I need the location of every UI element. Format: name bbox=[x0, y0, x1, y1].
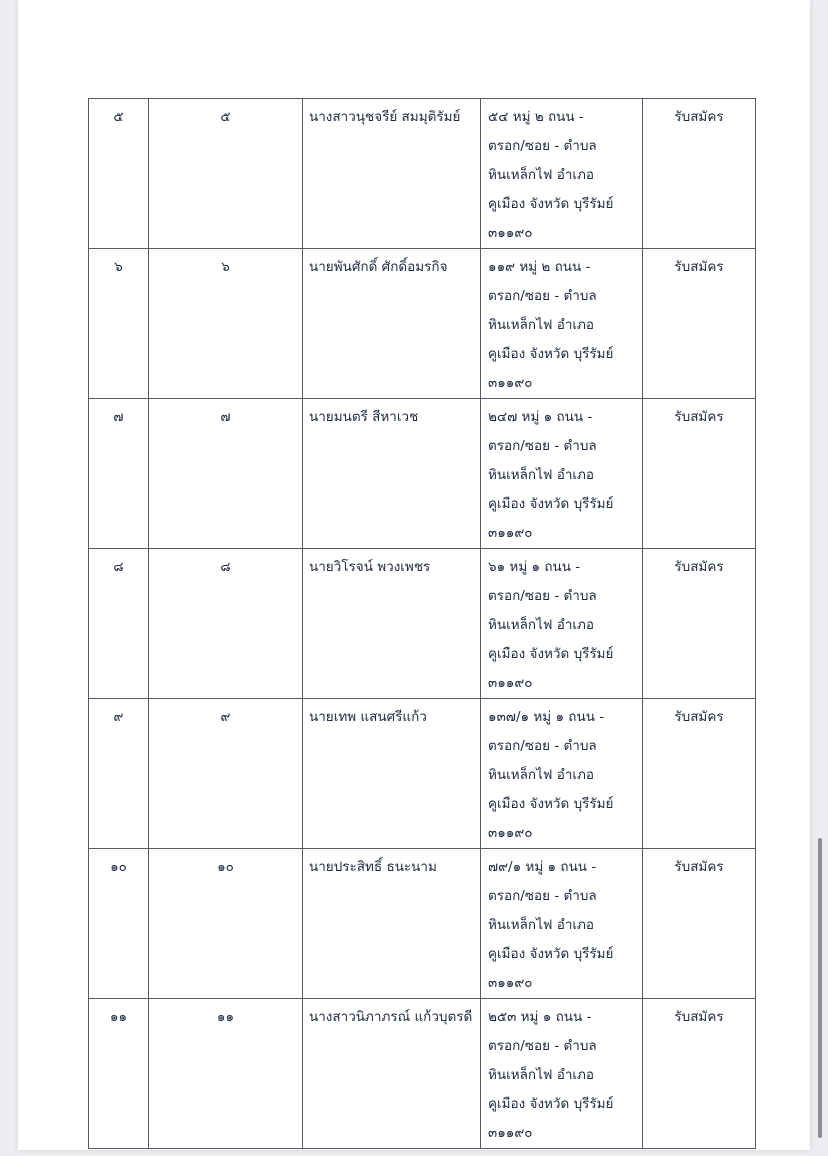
candidate-name: นายพันศักดิ์ ศักดิ์อมรกิจ bbox=[309, 259, 448, 275]
candidate-name-cell bbox=[303, 999, 481, 1149]
candidate-table-body bbox=[89, 99, 756, 1149]
address-line: ตรอก/ซอย - ตำบล bbox=[488, 288, 597, 304]
address-line: ตรอก/ซอย - ตำบล bbox=[488, 588, 597, 604]
candidate-name-cell bbox=[303, 549, 481, 699]
candidate-name-cell bbox=[303, 249, 481, 399]
address-line: หินเหล็กไฟ อำเภอ bbox=[488, 1067, 595, 1083]
candidate-id-cell: ๖ bbox=[149, 249, 303, 399]
candidate-id-cell: ๗ bbox=[149, 399, 303, 549]
address-line: คูเมือง จังหวัด บุรีรัมย์ bbox=[488, 646, 614, 662]
table-row bbox=[89, 849, 756, 999]
address-line: ตรอก/ซอย - ตำบล bbox=[488, 738, 597, 754]
address-line: ๕๔ หมู่ ๒ ถนน - bbox=[488, 109, 584, 125]
address-line: ๗๙/๑ หมู่ ๑ ถนน - bbox=[488, 859, 597, 875]
row-number-cell: ๕ bbox=[89, 99, 149, 249]
address-line: หินเหล็กไฟ อำเภอ bbox=[488, 167, 595, 183]
status-cell: รับสมัคร bbox=[643, 999, 756, 1149]
row-number-cell: ๑๑ bbox=[89, 999, 149, 1149]
table-row bbox=[89, 999, 756, 1149]
address-line: ๓๑๑๙๐ bbox=[488, 975, 533, 991]
address-line: ๓๑๑๙๐ bbox=[488, 375, 533, 391]
address-line: ๓๑๑๙๐ bbox=[488, 675, 533, 691]
candidate-name: นางสาวนิภาภรณ์ แก้วบุตรดี bbox=[309, 1009, 473, 1025]
row-number-cell: ๑๐ bbox=[89, 849, 149, 999]
address-line: คูเมือง จังหวัด บุรีรัมย์ bbox=[488, 796, 614, 812]
address-cell bbox=[481, 99, 643, 249]
candidate-name: นายเทพ แสนศรีแก้ว bbox=[309, 709, 427, 725]
address-line: ตรอก/ซอย - ตำบล bbox=[488, 138, 597, 154]
table-row bbox=[89, 249, 756, 399]
vertical-scrollbar[interactable] bbox=[818, 838, 822, 1138]
address-line: หินเหล็กไฟ อำเภอ bbox=[488, 617, 595, 633]
candidate-name: นายประสิทธิ์ ธนะนาม bbox=[309, 859, 437, 875]
address-cell bbox=[481, 249, 643, 399]
candidate-id-cell: ๑๑ bbox=[149, 999, 303, 1149]
status-cell: รับสมัคร bbox=[643, 549, 756, 699]
candidate-id-cell: ๕ bbox=[149, 99, 303, 249]
address-line: ๒๔๗ หมู่ ๑ ถนน - bbox=[488, 409, 593, 425]
address-cell bbox=[481, 549, 643, 699]
address-line: หินเหล็กไฟ อำเภอ bbox=[488, 467, 595, 483]
candidate-name: นายมนตรี สีหาเวช bbox=[309, 409, 419, 425]
address-line: ๑๑๙ หมู่ ๒ ถนน - bbox=[488, 259, 591, 275]
status-cell: รับสมัคร bbox=[643, 249, 756, 399]
document-page bbox=[18, 0, 810, 1150]
address-line: หินเหล็กไฟ อำเภอ bbox=[488, 917, 595, 933]
address-line: ๖๑ หมู่ ๑ ถนน - bbox=[488, 559, 581, 575]
table-row bbox=[89, 549, 756, 699]
row-number-cell: ๘ bbox=[89, 549, 149, 699]
address-line: คูเมือง จังหวัด บุรีรัมย์ bbox=[488, 1096, 614, 1112]
row-number-cell: ๖ bbox=[89, 249, 149, 399]
candidate-id-cell: ๑๐ bbox=[149, 849, 303, 999]
candidate-id-cell: ๙ bbox=[149, 699, 303, 849]
table-row bbox=[89, 699, 756, 849]
address-line: คูเมือง จังหวัด บุรีรัมย์ bbox=[488, 196, 614, 212]
row-number-cell: ๗ bbox=[89, 399, 149, 549]
candidate-table bbox=[88, 98, 756, 1149]
status-cell: รับสมัคร bbox=[643, 849, 756, 999]
address-line: คูเมือง จังหวัด บุรีรัมย์ bbox=[488, 346, 614, 362]
candidate-name: นายวิโรจน์ พวงเพชร bbox=[309, 559, 431, 575]
address-line: ๒๕๓ หมู่ ๑ ถนน - bbox=[488, 1009, 592, 1025]
address-cell bbox=[481, 999, 643, 1149]
address-cell bbox=[481, 849, 643, 999]
address-line: หินเหล็กไฟ อำเภอ bbox=[488, 767, 595, 783]
address-line: คูเมือง จังหวัด บุรีรัมย์ bbox=[488, 496, 614, 512]
address-line: ๓๑๑๙๐ bbox=[488, 825, 533, 841]
candidate-name: นางสาวนุชจรีย์ สมมุติรัมย์ bbox=[309, 109, 461, 125]
candidate-name-cell bbox=[303, 699, 481, 849]
address-line: ตรอก/ซอย - ตำบล bbox=[488, 1038, 597, 1054]
status-cell: รับสมัคร bbox=[643, 399, 756, 549]
status-cell: รับสมัคร bbox=[643, 699, 756, 849]
address-line: หินเหล็กไฟ อำเภอ bbox=[488, 317, 595, 333]
address-line: คูเมือง จังหวัด บุรีรัมย์ bbox=[488, 946, 614, 962]
address-line: ๓๑๑๙๐ bbox=[488, 525, 533, 541]
candidate-name-cell bbox=[303, 99, 481, 249]
candidate-id-cell: ๘ bbox=[149, 549, 303, 699]
candidate-name-cell bbox=[303, 849, 481, 999]
address-line: ๓๑๑๙๐ bbox=[488, 1125, 533, 1141]
table-row bbox=[89, 99, 756, 249]
address-line: ตรอก/ซอย - ตำบล bbox=[488, 888, 597, 904]
address-line: ๓๑๑๙๐ bbox=[488, 225, 533, 241]
candidate-name-cell bbox=[303, 399, 481, 549]
row-number-cell: ๙ bbox=[89, 699, 149, 849]
address-cell bbox=[481, 699, 643, 849]
address-line: ตรอก/ซอย - ตำบล bbox=[488, 438, 597, 454]
address-line: ๑๓๗/๑ หมู่ ๑ ถนน - bbox=[488, 709, 605, 725]
address-cell bbox=[481, 399, 643, 549]
status-cell: รับสมัคร bbox=[643, 99, 756, 249]
table-row bbox=[89, 399, 756, 549]
